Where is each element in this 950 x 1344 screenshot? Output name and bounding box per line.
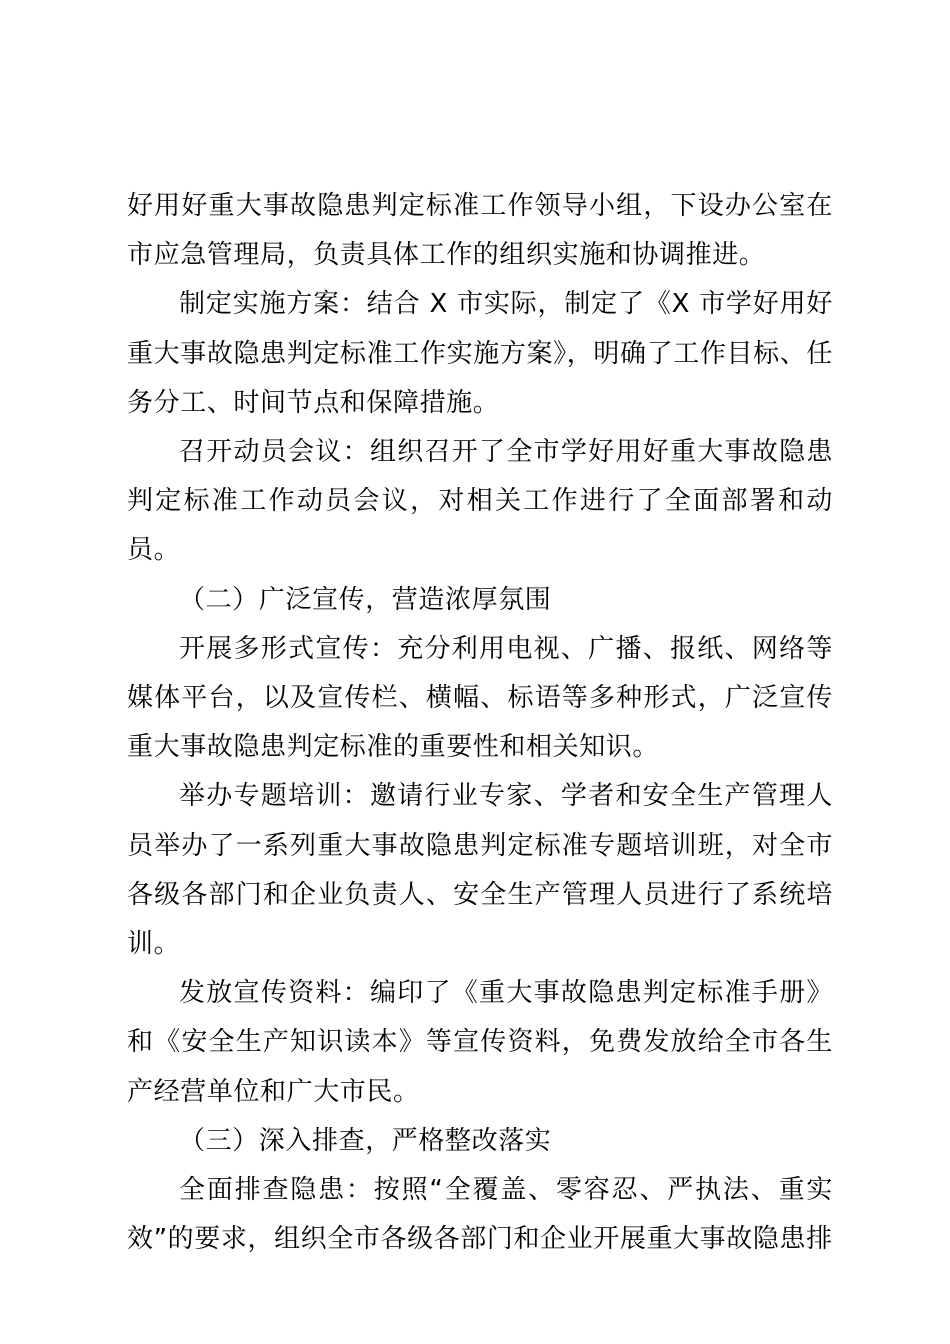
section-heading-publicity: （二）广泛宣传，营造浓厚氛围 (179, 584, 552, 615)
paragraph-multiform-publicity: 开展多形式宣传：充分利用电视、广播、报纸、网络等媒体平台，以及宣传栏、横幅、标语等多种形式，广泛宣传重大事故隐患判定标准的重要性和相关知识。 (127, 633, 833, 763)
paragraph-comprehensive-inspection: 全面排查隐患：按照“全覆盖、零容忍、严执法、重实效”的要求，组织全市各级各部门和企业开展重大事故隐患排 (127, 1175, 833, 1255)
paragraph-mobilization-meeting: 召开动员会议：组织召开了全市学好用好重大事故隐患判定标准工作动员会议，对相关工作进行了全面部署和动员。 (127, 437, 833, 566)
document-body (127, 182, 833, 1264)
paragraph-implementation-plan: 制定实施方案：结合 X 市实际，制定了《X 市学好用好重大事故隐患判定标准工作实施方案》，明确了工作目标、任务分工、时间节点和保障措施。 (127, 289, 833, 418)
paragraph-special-training: 举办专题培训：邀请行业专家、学者和安全生产管理人员举办了一系列重大事故隐患判定标准专题培训班，对全市各级各部门和企业负责人、安全生产管理人员进行了系统培训。 (127, 781, 833, 960)
section-heading-inspection: （三）深入排查，严格整改落实 (179, 1125, 552, 1156)
paragraph-distribute-materials: 发放宣传资料：编印了《重大事故隐患判定标准手册》和《安全生产知识读本》等宣传资料，免费发放给全市各生产经营单位和广大市民。 (127, 978, 833, 1107)
paragraph-continuation: 好用好重大事故隐患判定标准工作领导小组，下设办公室在市应急管理局，负责具体工作的组织实施和协调推进。 (127, 191, 833, 271)
